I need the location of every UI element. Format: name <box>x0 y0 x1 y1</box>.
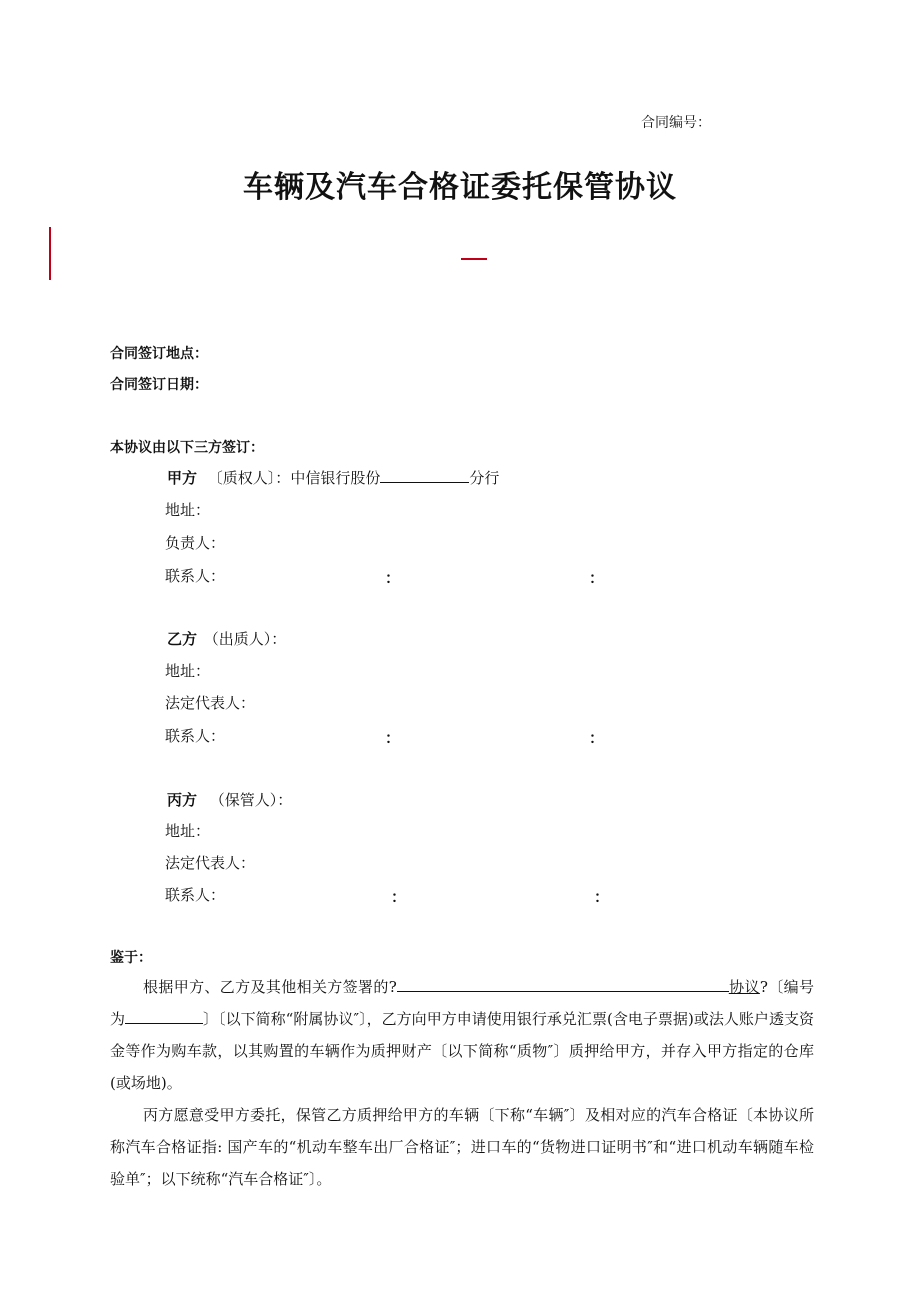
party-b-contact-colon-1: ： <box>385 729 401 747</box>
party-b-role: （出质人）： <box>203 630 287 648</box>
whereas-p1-intro: 根据甲方、乙方及其他相关方签署的? <box>143 978 397 996</box>
party-b-line <box>167 628 286 649</box>
contract-number-label: 合同编号： <box>641 115 711 131</box>
party-a-label: 甲方 <box>167 469 198 487</box>
party-a-branch-blank <box>380 467 469 483</box>
whereas-p1-body: 〕〔以下简称“附属协议″〕，乙方向甲方申请使用银行承兑汇票(含电子票据)或法人账户透支资金等作为购车款，以其购置的车辆作为质押财产〔以下简称“质物″〕质押给甲方，并存入甲方指定的仓库(或场地)。 <box>110 1010 814 1092</box>
document-title: 车辆及汽车合格证委托保管协议 <box>243 170 677 205</box>
whereas-paragraph-1 <box>110 971 814 1099</box>
agreement-number-blank <box>125 1008 203 1024</box>
agreement-word: 协议 <box>728 978 760 996</box>
party-a-address-label: 地址： <box>165 501 211 519</box>
margin-marker <box>49 227 51 280</box>
party-b-legal-rep-label: 法定代表人： <box>165 694 256 712</box>
party-a-bank-prefix: 中信银行股份 <box>290 469 381 487</box>
whereas-p1-number-prefix: ?〔编号为 <box>110 978 814 1028</box>
agreement-name-blank <box>397 976 729 992</box>
party-c-role: （保管人）： <box>209 791 293 809</box>
party-a-contact-label: 联系人： <box>165 567 226 585</box>
sign-date-label: 合同签订日期： <box>110 377 208 393</box>
party-b-contact-label: 联系人： <box>165 727 226 745</box>
sign-place-label: 合同签订地点： <box>110 346 208 362</box>
parties-intro: 本协议由以下三方签订： <box>110 440 264 456</box>
party-b-address-label: 地址： <box>165 662 211 680</box>
party-c-contact-colon-1: ： <box>391 888 407 906</box>
party-c-label: 丙方 <box>167 791 198 809</box>
party-a-contact-colon-1: ： <box>385 569 401 587</box>
party-a-line <box>167 467 499 488</box>
party-c-contact-label: 联系人： <box>165 886 226 904</box>
party-a-contact-colon-2: ： <box>589 569 605 587</box>
party-c-address-label: 地址： <box>165 822 211 840</box>
whereas-label: 鉴于： <box>110 950 152 966</box>
party-a-role: 〔质权人〕： <box>207 469 291 487</box>
party-b-contact-colon-2: ： <box>589 729 605 747</box>
party-a-leader-label: 负责人： <box>165 534 226 552</box>
whereas-paragraph-2: 丙方愿意受甲方委托，保管乙方质押给甲方的车辆〔下称“车辆″〕及相对应的汽车合格证〔本协议所称汽车合格证指: 国产车的“机动车整车出厂合格证″；进口车的“货物进口证明书″和“进口机动车辆随车检验单″；以下统称“汽车合格证″〕。 <box>110 1106 814 1188</box>
party-c-contact-colon-2: ： <box>594 888 610 906</box>
party-c-legal-rep-label: 法定代表人： <box>165 854 256 872</box>
red-divider <box>461 258 487 260</box>
party-b-label: 乙方 <box>167 630 198 648</box>
party-a-bank-suffix: 分行 <box>469 469 500 487</box>
party-c-line <box>167 789 292 810</box>
